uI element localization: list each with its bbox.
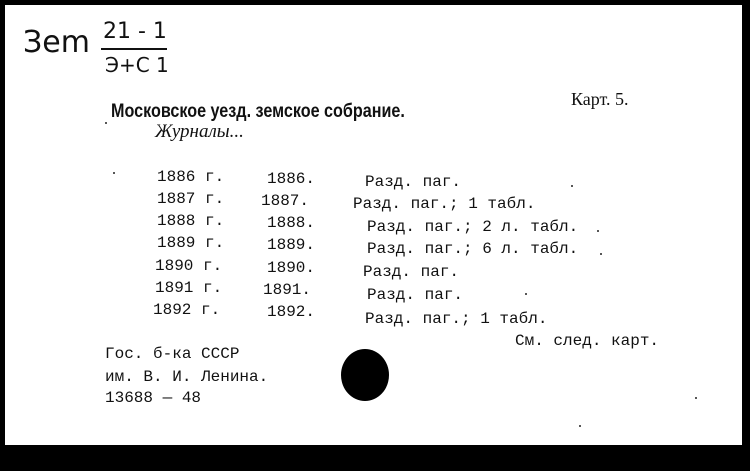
speck — [525, 293, 527, 295]
row-year: 1888 г. — [157, 212, 225, 230]
row-year: 1891 г. — [155, 279, 223, 297]
card-subtitle: Журналы... — [155, 121, 244, 142]
row-year: 1886 г. — [157, 168, 225, 186]
library-line-2: им. В. И. Ленина. — [105, 368, 269, 386]
row-report: 1891. — [263, 281, 312, 299]
row-note: Разд. паг.; 6 л. табл. — [367, 240, 579, 258]
see-next-card: См. след. карт. — [515, 332, 660, 350]
speck — [571, 185, 573, 187]
row-report: 1892. — [267, 303, 316, 321]
punch-hole — [341, 349, 389, 401]
catalog-card — [5, 5, 742, 445]
handwritten-denominator: Э+С 1 — [105, 53, 169, 77]
row-report: 1887. — [261, 192, 310, 210]
speck — [600, 253, 602, 255]
library-line-1: Гос. б-ка СССР — [105, 345, 240, 363]
row-year: 1890 г. — [155, 257, 223, 275]
row-year: 1887 г. — [157, 190, 225, 208]
card-number: Карт. 5. — [571, 89, 629, 109]
row-note: Разд. паг. — [365, 173, 462, 191]
speck — [105, 122, 107, 124]
row-note: Разд. паг.; 1 табл. — [353, 195, 536, 213]
handwritten-code: Зem — [23, 25, 90, 60]
row-report: 1889. — [267, 236, 316, 254]
row-report: 1890. — [267, 259, 316, 277]
handwritten-fraction-line — [101, 48, 167, 50]
handwritten-numerator: 21 - 1 — [103, 19, 167, 44]
row-note: Разд. паг.; 1 табл. — [365, 310, 548, 328]
speck — [113, 172, 115, 174]
row-report: 1888. — [267, 214, 316, 232]
row-note: Разд. паг.; 2 л. табл. — [367, 218, 579, 236]
row-note: Разд. паг. — [367, 286, 464, 304]
speck — [579, 425, 581, 427]
row-note: Разд. паг. — [363, 263, 460, 281]
speck — [597, 230, 599, 232]
row-report: 1886. — [267, 170, 316, 188]
card-title: Московское уезд. земское собрание. — [111, 101, 405, 122]
library-line-3: 13688 — 48 — [105, 389, 202, 407]
row-year: 1889 г. — [157, 234, 225, 252]
row-year: 1892 г. — [153, 301, 221, 319]
speck — [695, 397, 697, 399]
